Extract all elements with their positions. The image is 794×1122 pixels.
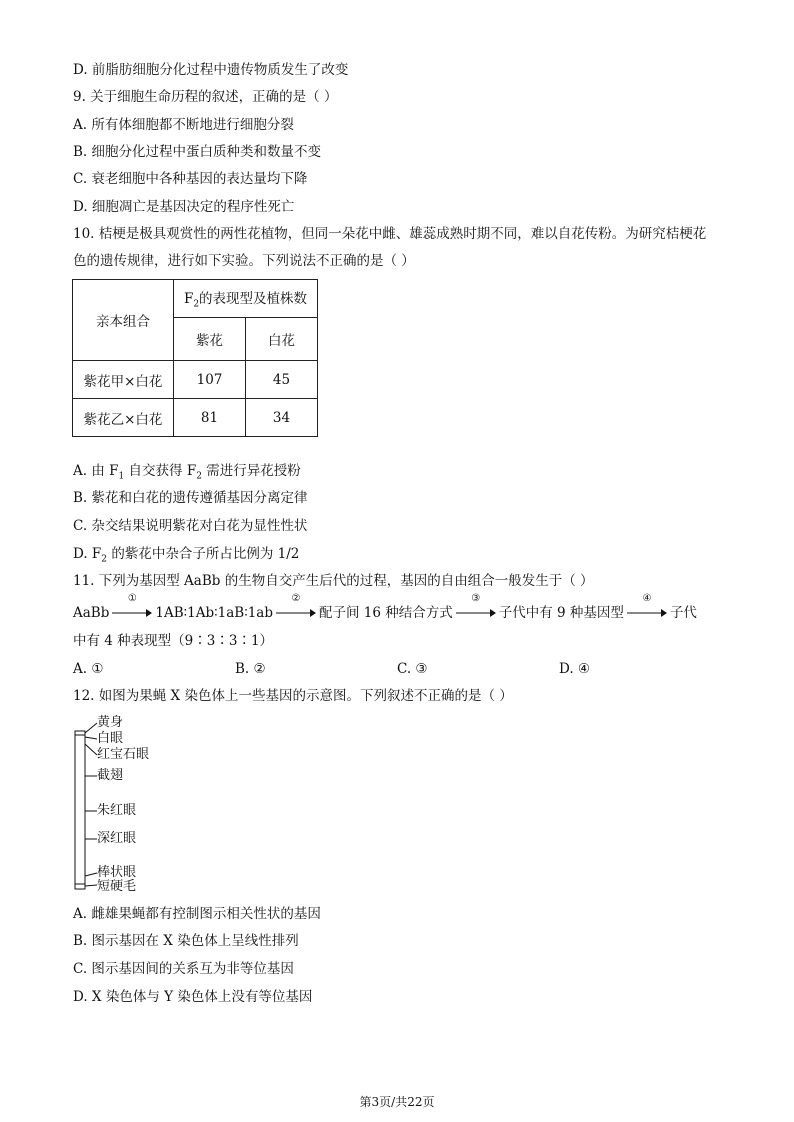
q12-stem: 12. 如图为果蝇 X 染色体上一些基因的示意图。下列叙述不正确的是（ ） bbox=[73, 688, 513, 704]
q11-option-b: B. ② bbox=[235, 661, 266, 677]
gene-label: 棒状眼 bbox=[97, 865, 137, 880]
seq-offspring: 子代 bbox=[669, 605, 697, 621]
q9-option-a: A. 所有体细胞都不断地进行细胞分裂 bbox=[73, 117, 294, 133]
table-cell-cross: 紫花甲×白花 bbox=[73, 361, 174, 399]
gene-label: 截翅 bbox=[97, 768, 124, 783]
x-chromosome-diagram bbox=[70, 712, 100, 897]
q12-option-b: B. 图示基因在 X 染色体上呈线性排列 bbox=[73, 933, 299, 949]
gene-label: 深红眼 bbox=[97, 831, 137, 846]
q9-stem: 9. 关于细胞生命历程的叙述，正确的是（ ） bbox=[73, 89, 338, 105]
q10-data-table bbox=[72, 279, 318, 437]
q9-option-b: B. 细胞分化过程中蛋白质种类和数量不变 bbox=[73, 144, 322, 160]
arrow-step-3: ③ bbox=[456, 605, 496, 621]
seq-genotypes: 子代中有 9 种基因型 bbox=[498, 605, 624, 621]
gene-label: 朱红眼 bbox=[97, 803, 137, 818]
q10-option-a: A. 由 $F_1$ 自交获得 $F_2$ 需进行异花授粉 bbox=[73, 463, 301, 482]
q11-process-sequence bbox=[73, 593, 697, 621]
page-number: 第3页/共22页 bbox=[359, 1095, 435, 1109]
q11-option-d: D. ④ bbox=[559, 661, 591, 677]
arrow-icon bbox=[112, 607, 152, 617]
q11-option-c: C. ③ bbox=[397, 661, 428, 677]
q11-seq-line2: 中有 4 种表现型（9∶3∶3∶1） bbox=[73, 633, 274, 649]
q10-stem-line1: 10. 桔梗是极具观赏性的两性花植物，但同一朵花中雌、雄蕊成熟时期不同，难以自花传粉。为研究桔梗花 bbox=[73, 226, 707, 242]
q10-option-c: C. 杂交结果说明紫花对白花为显性性状 bbox=[73, 518, 308, 534]
q11-stem: 11. 下列为基因型 AaBb 的生物自交产生后代的过程，基因的自由组合一般发生于（ ） bbox=[73, 573, 594, 589]
q12-option-a: A. 雌雄果蝇都有控制图示相关性状的基因 bbox=[73, 906, 321, 922]
table-row bbox=[73, 399, 318, 437]
gene-label: 白眼 bbox=[97, 731, 124, 746]
q12-option-c: C. 图示基因间的关系互为非等位基因 bbox=[73, 961, 294, 977]
seq-genotype: AaBb bbox=[73, 605, 110, 621]
gene-label: 红宝石眼 bbox=[97, 747, 150, 762]
table-row bbox=[73, 361, 318, 399]
q8-option-d: D. 前脂肪细胞分化过程中遗传物质发生了改变 bbox=[73, 62, 349, 78]
q9-option-d: D. 细胞凋亡是基因决定的程序性死亡 bbox=[73, 199, 295, 215]
arrow-step-4: ④ bbox=[627, 605, 667, 621]
q9-option-c: C. 衰老细胞中各种基因的表达量均下降 bbox=[73, 171, 308, 187]
arrow-icon bbox=[276, 607, 316, 617]
arrow-step-1: ① bbox=[112, 605, 152, 621]
table-cell-purple: 81 bbox=[174, 399, 246, 437]
table-cell-white: 45 bbox=[246, 361, 318, 399]
table-header-cross: 亲本组合 bbox=[73, 280, 174, 361]
table-header-purple: 紫花 bbox=[174, 318, 246, 361]
q10-option-b: B. 紫花和白花的遗传遵循基因分离定律 bbox=[73, 490, 308, 506]
table-cell-purple: 107 bbox=[174, 361, 246, 399]
table-cell-cross: 紫花乙×白花 bbox=[73, 399, 174, 437]
arrow-icon bbox=[627, 607, 667, 617]
table-header-f2: $F_2$的表现型及植株数 bbox=[174, 280, 318, 318]
seq-gametes: 1AB∶1Ab∶1aB∶1ab bbox=[155, 605, 273, 621]
seq-combinations: 配子间 16 种结合方式 bbox=[319, 605, 453, 621]
q11-option-a: A. ① bbox=[73, 661, 104, 677]
arrow-icon bbox=[456, 607, 496, 617]
q10-option-d: D. $F_2$ 的紫花中杂合子所占比例为 1/2 bbox=[73, 546, 300, 565]
table-header-white: 白花 bbox=[246, 318, 318, 361]
gene-label: 黄身 bbox=[97, 715, 124, 730]
table-cell-white: 34 bbox=[246, 399, 318, 437]
gene-label: 短硬毛 bbox=[97, 879, 137, 894]
arrow-step-2: ② bbox=[276, 605, 316, 621]
q12-option-d: D. X 染色体与 Y 染色体上没有等位基因 bbox=[73, 989, 313, 1005]
q10-stem-line2: 色的遗传规律，进行如下实验。下列说法不正确的是（ ） bbox=[73, 253, 415, 269]
